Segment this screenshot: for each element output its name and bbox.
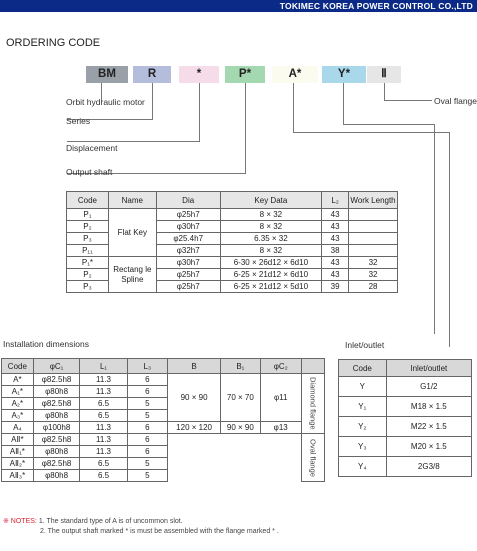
cell-code: P₁* <box>67 257 109 269</box>
cell-group-name: Flat Key <box>108 209 156 257</box>
cell-code: AⅡ₁* <box>2 446 34 458</box>
table-row <box>67 257 398 269</box>
cell-code: A* <box>2 374 34 386</box>
cell-code: Y₂ <box>339 417 387 437</box>
cell-l3: 5 <box>127 398 167 410</box>
cell-work <box>349 221 398 233</box>
cell-l1: 6.5 <box>80 470 127 482</box>
cell-code: Y₁ <box>339 397 387 417</box>
cell-code: AⅡ₃* <box>2 470 34 482</box>
cell-l3: 5 <box>127 470 167 482</box>
cell-b1: 70 × 70 <box>221 374 260 422</box>
cell-c1: φ80h8 <box>33 386 80 398</box>
cell-key: 6-25 × 21d12 × 6d10 <box>220 269 322 281</box>
cell-c1: φ80h8 <box>33 446 80 458</box>
leader-port <box>343 83 344 125</box>
label-inlet-outlet: Inlet/outlet <box>345 340 385 350</box>
cell-l1: 6.5 <box>80 458 127 470</box>
header-c2: φC₂ <box>260 359 301 374</box>
section-title: ORDERING CODE <box>6 37 101 49</box>
label-orbit-motor: Orbit hydraulic motor <box>66 97 145 107</box>
header-group <box>301 359 324 374</box>
cell-dia: φ25h7 <box>156 209 220 221</box>
header-l1: L₁ <box>80 359 127 374</box>
cell-dia: φ25.4h7 <box>156 233 220 245</box>
cell-c1: φ80h8 <box>33 410 80 422</box>
cell-b: 90 × 90 <box>168 374 221 422</box>
leader-mount-h <box>293 132 450 133</box>
cell-l1: 6.5 <box>80 410 127 422</box>
label-oval-flange: Oval flange <box>434 96 477 106</box>
code-box-shaft: P* <box>225 66 265 83</box>
cell-l2: 43 <box>322 269 349 281</box>
cell-l2: 43 <box>322 209 349 221</box>
cell-group-name: Rectang le Spline <box>108 257 156 293</box>
header-l3: L₃ <box>127 359 167 374</box>
table-row <box>2 422 325 434</box>
cell-code: P₂ <box>67 269 109 281</box>
leader-disp-h <box>67 141 200 142</box>
cell-l3: 5 <box>127 410 167 422</box>
cell-l3: 6 <box>127 446 167 458</box>
cell-b: 120 × 120 <box>168 422 221 434</box>
cell-key: 8 × 32 <box>220 209 322 221</box>
code-box-displacement: * <box>179 66 219 83</box>
cell-port: 2G3/8 <box>386 457 471 477</box>
cell-code: Y₄ <box>339 457 387 477</box>
cell-work <box>349 233 398 245</box>
cell-l3: 6 <box>127 386 167 398</box>
leader-port-v <box>434 124 435 334</box>
leader-disp <box>199 83 200 142</box>
code-box-series: R <box>133 66 171 83</box>
header-code: Code <box>67 192 109 209</box>
cell-work <box>349 209 398 221</box>
company-name: TOKIMEC KOREA POWER CONTROL CO.,LTD <box>279 1 473 11</box>
cell-work: 32 <box>349 269 398 281</box>
cell-code: AⅡ₂* <box>2 458 34 470</box>
cell-l3: 6 <box>127 422 167 434</box>
leader-mount <box>293 83 294 133</box>
cell-code: A₂* <box>2 398 34 410</box>
cell-code: P₂ <box>67 221 109 233</box>
cell-work: 32 <box>349 257 398 269</box>
cell-dia: φ32h7 <box>156 245 220 257</box>
notes-text-1: 1. The standard type of A is of uncommon slot. <box>38 518 183 525</box>
inlet-outlet-table <box>338 359 472 477</box>
header-dia: Dia <box>156 192 220 209</box>
cell-work <box>349 245 398 257</box>
cell-dia: φ25h7 <box>156 281 220 293</box>
cell-code: Y₃ <box>339 437 387 457</box>
cell-code: A₄ <box>2 422 34 434</box>
cell-code: P₁ <box>67 209 109 221</box>
cell-c1: φ82.5h8 <box>33 398 80 410</box>
cell-code: P₃ <box>67 233 109 245</box>
header-b1: B₁ <box>221 359 260 374</box>
label-output-shaft: Output shaft <box>66 167 113 177</box>
code-box-port: Y* <box>322 66 366 83</box>
notes-label: ※ NOTES: <box>3 518 37 525</box>
cell-key: 8 × 32 <box>220 245 322 257</box>
installation-table <box>1 358 325 482</box>
cell-l2: 38 <box>322 245 349 257</box>
header-l2: L₂ <box>322 192 349 209</box>
header-work-length: Work Length <box>349 192 398 209</box>
cell-code: P₃ <box>67 281 109 293</box>
cell-code: A₃* <box>2 410 34 422</box>
cell-l2: 43 <box>322 221 349 233</box>
header-code: Code <box>339 360 387 377</box>
cell-c1: φ82.5h8 <box>33 434 80 446</box>
diamond-flange-label: Diamond flange <box>308 377 318 430</box>
leader-shaft <box>245 83 246 174</box>
table-row <box>2 434 325 446</box>
cell-key: 6.35 × 32 <box>220 233 322 245</box>
notes-line-2: 2. The output shaft marked * is must be assembled with the flange marked * . <box>40 528 279 535</box>
cell-l1: 11.3 <box>80 374 127 386</box>
cell-c2: φ13 <box>260 422 301 434</box>
cell-work: 28 <box>349 281 398 293</box>
cell-port: G1/2 <box>386 377 471 397</box>
cell-l3: 6 <box>127 434 167 446</box>
leader-flange <box>384 83 385 101</box>
cell-key: 6-25 × 21d12 × 5d10 <box>220 281 322 293</box>
table-row <box>339 377 472 397</box>
blank-cell <box>168 434 302 482</box>
cell-c1: φ80h8 <box>33 470 80 482</box>
cell-l1: 6.5 <box>80 398 127 410</box>
cell-l1: 11.3 <box>80 434 127 446</box>
cell-dia: φ25h7 <box>156 269 220 281</box>
oval-flange-label: Oval flange <box>308 438 318 477</box>
code-box-bm: BM <box>86 66 128 83</box>
cell-c1: φ82.5h8 <box>33 458 80 470</box>
code-box-mount: A* <box>272 66 318 83</box>
header-code: Code <box>2 359 34 374</box>
header-name: Name <box>108 192 156 209</box>
table-row <box>2 374 325 386</box>
cell-dia: φ30h7 <box>156 257 220 269</box>
label-installation: Installation dimensions <box>3 339 89 349</box>
cell-c1: φ100h8 <box>33 422 80 434</box>
cell-port: M22 × 1.5 <box>386 417 471 437</box>
table-row <box>339 417 472 437</box>
cell-l1: 11.3 <box>80 422 127 434</box>
cell-key: 6-30 × 26d12 × 6d10 <box>220 257 322 269</box>
cell-dia: φ30h7 <box>156 221 220 233</box>
cell-code: AⅡ* <box>2 434 34 446</box>
cell-code: Y <box>339 377 387 397</box>
cell-code: P₁₁ <box>67 245 109 257</box>
leader-port-h <box>343 124 435 125</box>
table-row <box>339 457 472 477</box>
header-c1: φC₁ <box>33 359 80 374</box>
label-series: Series <box>66 116 91 126</box>
header-key-data: Key Data <box>220 192 322 209</box>
cell-l3: 5 <box>127 458 167 470</box>
cell-port: M20 × 1.5 <box>386 437 471 457</box>
cell-l1: 11.3 <box>80 386 127 398</box>
leader-mount-v <box>449 132 450 347</box>
leader-flange-h <box>384 100 432 101</box>
cell-l2: 43 <box>322 257 349 269</box>
cell-c2: φ11 <box>260 374 301 422</box>
cell-c1: φ82.5h8 <box>33 374 80 386</box>
label-displacement: Displacement <box>66 143 118 153</box>
code-box-flange: Ⅱ <box>367 66 401 83</box>
cell-l1: 11.3 <box>80 446 127 458</box>
leader-series <box>152 83 153 120</box>
notes-line-1 <box>3 517 183 525</box>
header-inlet-outlet: Inlet/outlet <box>386 360 471 377</box>
header-b: B <box>168 359 221 374</box>
cell-b1: 90 × 90 <box>221 422 260 434</box>
cell-l2: 43 <box>322 233 349 245</box>
cell-key: 8 × 32 <box>220 221 322 233</box>
table-row <box>67 209 398 221</box>
cell-code: A₁* <box>2 386 34 398</box>
cell-l3: 6 <box>127 374 167 386</box>
output-shaft-table <box>66 191 398 293</box>
cell-l2: 39 <box>322 281 349 293</box>
table-row <box>339 397 472 417</box>
table-row <box>339 437 472 457</box>
cell-port: M18 × 1.5 <box>386 397 471 417</box>
